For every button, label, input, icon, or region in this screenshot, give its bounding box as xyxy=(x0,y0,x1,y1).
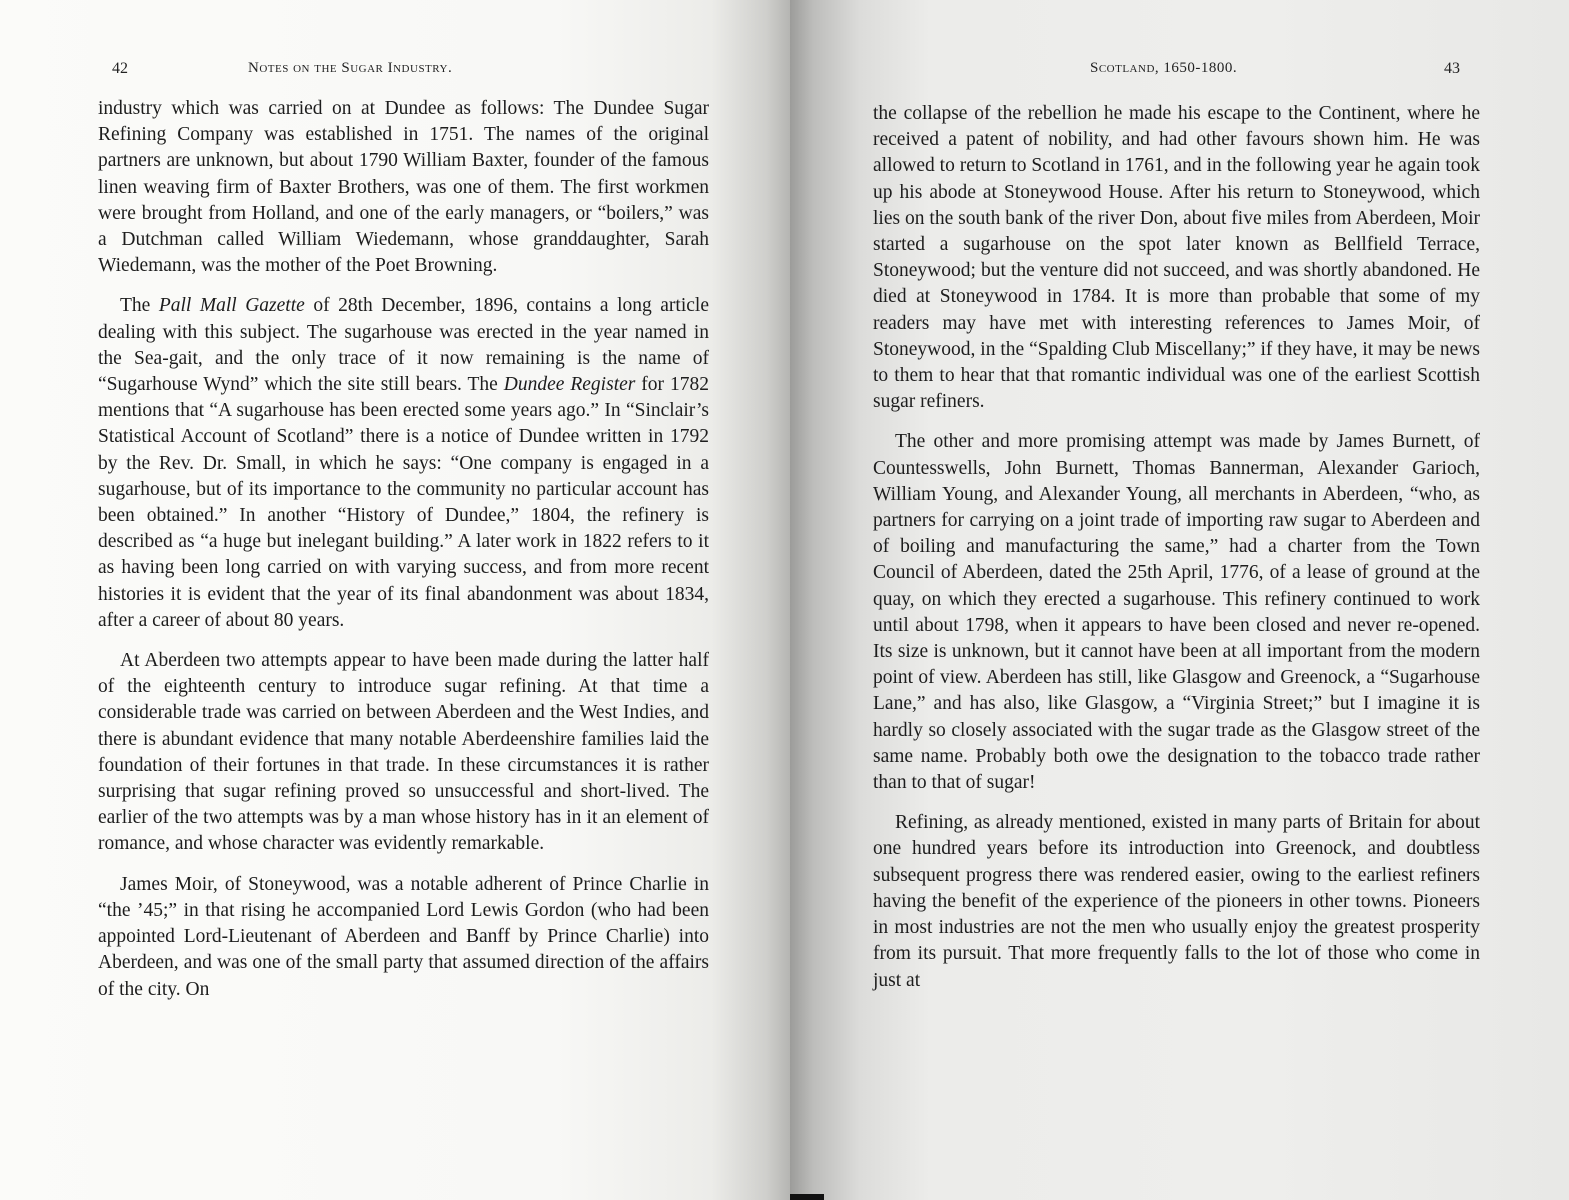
paragraph: At Aberdeen two attempts appear to have been made during the latter half of the eighteenth century to introduce sugar refining. At that time a considerable trade was carried on between Aberdeen and the West Indies, and there is abundant evidence that many notable Aberdeenshire families laid the foundation of their fortunes in that trade. In these circumstances it is rather surprising that sugar refining proved so unsuccessful and short-lived. The earlier of the two attempts was by a man whose history has in it an element of romance, and whose character was evidently remarkable. xyxy=(98,650,709,855)
body-text xyxy=(873,101,1480,1008)
paragraph: James Moir, of Stoneywood, was a notable adherent of Prince Charlie in “the ’45;” in that rising he accompanied Lord Lewis Gordon (who had been appointed Lord-Lieutenant of Aberdeen and Banff by Prince Charlie) into Aberdeen, and was one of the small party that assumed direction of the affairs of the city. On xyxy=(98,873,709,1000)
running-head: Notes on the Sugar Industry. xyxy=(248,60,453,76)
paragraph: the collapse of the rebellion he made his escape to the Continent, where he received a patent of nobility, and had other favours shown him. He was allowed to return to Scotland in 1761, and in the following year he again took up his abode at Stoneywood House. After his return to Stoneywood, which lies on the south bank of the river Don, about five miles from Aberdeen, Moir started a sugarhouse on the spot later known as Bellfield Terrace, Stoneywood; but the venture did not succeed, and was shortly abandoned. He died at Stoneywood in 1784. It is more than probable that some of my readers may have met with interesting references to James Moir, of Stoneywood, in the “Spalding Club Miscellany;” if they have, it may be news to them to hear that that romantic individual was one of the earliest Scottish sugar refiners. xyxy=(873,103,1480,413)
page-number: 42 xyxy=(112,60,128,77)
body-text xyxy=(98,96,709,1017)
paragraph: The other and more promising attempt was made by James Burnett, of Countesswells, John Burnett, Thomas Bannerman, Alexander Garioch, William Young, and Alexander Young, all merchants in Aberdeen, “who, as partners for carrying on a joint trade of importing raw sugar to Aberdeen and of boiling and manufacturing the same,” had a charter from the Town Council of Aberdeen, dated the 25th April, 1776, of a lease of ground at the quay, on which they erected a sugarhouse. This refinery continued to work until about 1798, when it appears to have been closed and never re-opened. Its size is unknown, but it cannot have been at all important from the modern point of view. Aberdeen has still, like Glasgow and Greenock, a “Sugarhouse Lane,” and has also, like Glasgow, a “Virginia Street;” but I imagine it is hardly so closely associated with the sugar trade as the Glasgow street of the same name. Probably both owe the designation to the tobacco trade rather than to that of sugar! xyxy=(873,431,1480,794)
paragraph: Refining, as already mentioned, existed in many parts of Britain for about one hundred years before its introduction into Greenock, and doubtless subsequent progress there was rendered easier, owing to the earliest refiners having the benefit of the experience of the pioneers in other towns. Pioneers in most industries are not the men who usually enjoy the greatest prosperity from its pursuit. That more frequently falls to the lot of those who come in just at xyxy=(873,812,1480,991)
italic-title: Pall Mall Gazette xyxy=(158,295,305,317)
page-number: 43 xyxy=(1444,60,1460,77)
running-head: Scotland, 1650-1800. xyxy=(1090,60,1238,76)
italic-title: Dundee Register xyxy=(503,374,636,396)
paragraph: industry which was carried on at Dundee as follows: The Dundee Sugar Refining Company was established in 1751. The names of the original partners are unknown, but about 1790 William Baxter, founder of the famous linen weaving firm of Baxter Brothers, was one of them. The first workmen were brought from Holland, and one of the early managers, or “boilers,” was a Dutchman called William Wiedemann, whose granddaughter, Sarah Wiedemann, was the mother of the Poet Browning. xyxy=(98,98,709,277)
paragraph: The Pall Mall Gazette of 28th December, 1896, contains a long article dealing with this subject. The sugarhouse was erected in the year named in the Sea-gait, and the only trace of it now remaining is the name of “Sugarhouse Wynd” which the site still bears. The Dundee Register for 1782 mentions that “A sugarhouse has been erected some years ago.” In “Sinclair’s Statistical Account of Scotland” there is a notice of Dundee written in 1792 by the Rev. Dr. Small, in which he says: “One company is engaged in a sugarhouse, but of its importance to the community no particular account has been obtained.” In another “History of Dundee,” 1804, the refinery is described as “a huge but inelegant building.” A later work in 1822 refers to it as having been long carried on with varying success, and from more recent histories it is evident that the year of its final abandonment was about 1834, after a career of about 80 years. xyxy=(98,295,709,631)
binding-shadow xyxy=(790,1194,824,1200)
right-page xyxy=(790,0,1569,1200)
